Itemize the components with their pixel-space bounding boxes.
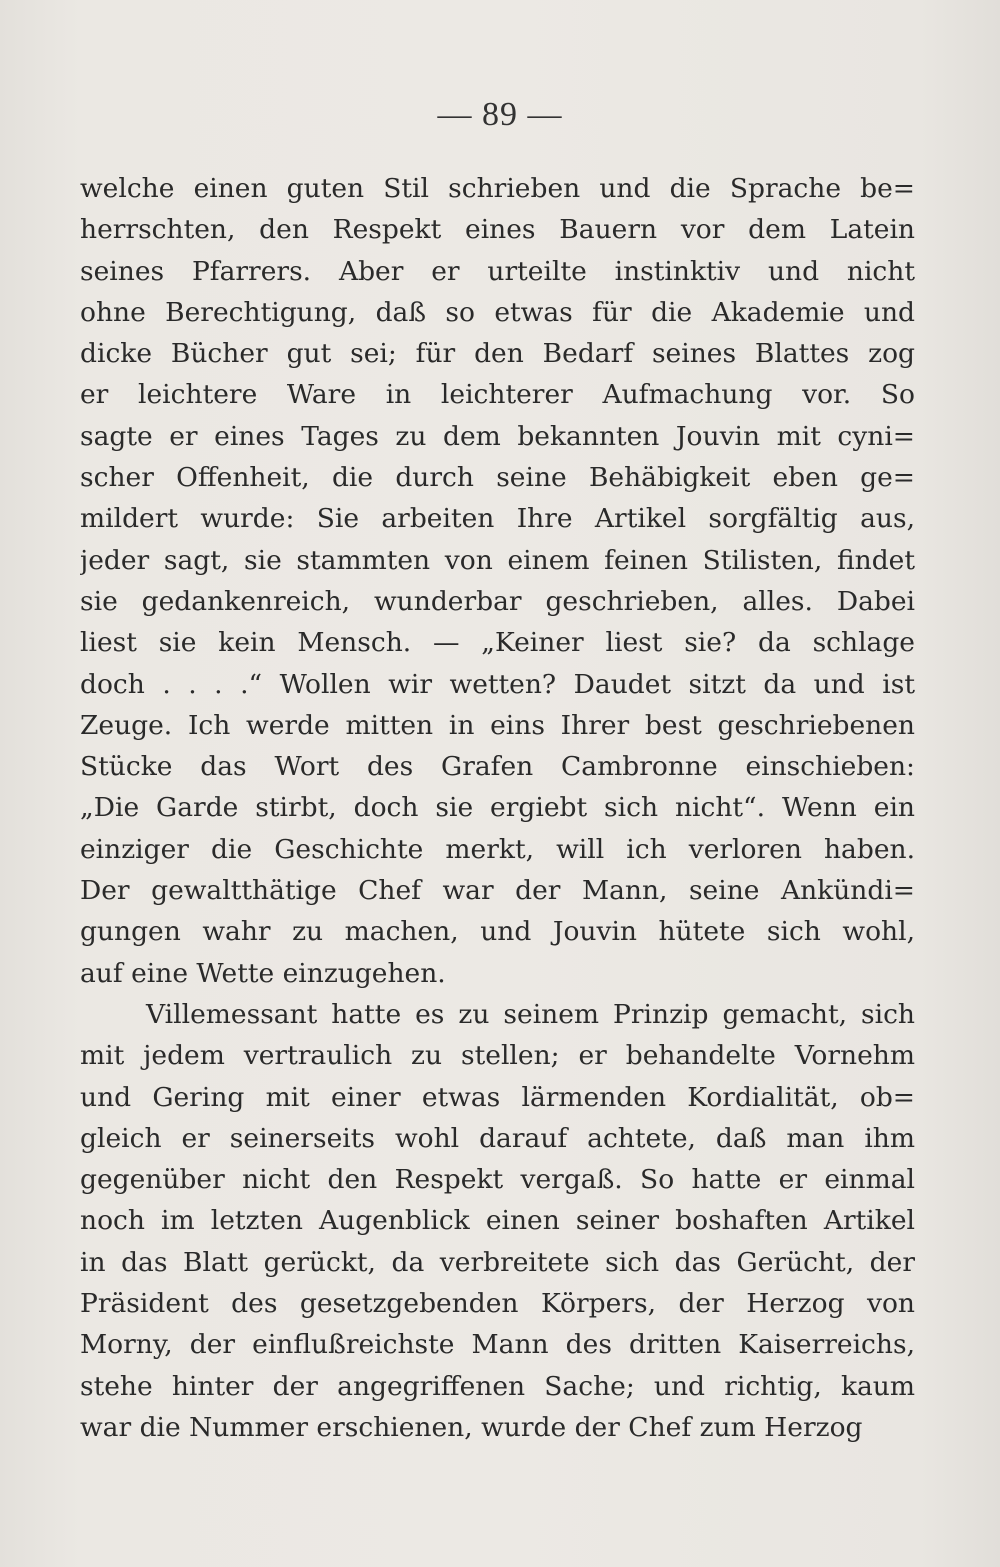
text-line: Der gewaltthätige Chef war der Mann, seine Ankündi=	[80, 875, 915, 907]
text-line: war die Nummer erschienen, wurde der Chef zum Herzog	[80, 1411, 863, 1443]
text-line: Präsident des gesetzgebenden Körpers, der Herzog von	[80, 1288, 915, 1320]
text-line: scher Offenheit, die durch seine Behäbigkeit eben ge=	[80, 462, 915, 494]
text-line: jeder sagt, sie stammten von einem feinen Stilisten, findet	[80, 544, 915, 576]
text-line: mit jedem vertraulich zu stellen; er behandelte Vornehm	[80, 1040, 915, 1072]
text-line: stehe hinter der angegriffenen Sache; und richtig, kaum	[80, 1370, 915, 1402]
text-line: herrschten, den Respekt eines Bauern vor dem Latein	[80, 214, 915, 246]
text-line: gungen wahr zu machen, und Jouvin hütete sich wohl,	[80, 916, 915, 948]
text-line: sagte er eines Tages zu dem bekannten Jouvin mit cyni=	[80, 420, 915, 452]
text-line: noch im letzten Augenblick einen seiner boshaften Artikel	[80, 1205, 915, 1237]
text-line: Villemessant hatte es zu seinem Prinzip gemacht, sich	[146, 998, 915, 1030]
text-line: „Die Garde stirbt, doch sie ergiebt sich nicht“. Wenn ein	[80, 792, 915, 824]
body-text	[80, 168, 915, 1448]
text-line: dicke Bücher gut sei; für den Bedarf seines Blattes zog	[80, 338, 915, 370]
text-line: doch . . . .“ Wollen wir wetten? Daudet sitzt da und ist	[80, 668, 915, 700]
paragraph	[80, 168, 915, 994]
page-number: — 89 —	[437, 96, 563, 133]
text-line: welche einen guten Stil schrieben und die Sprache be=	[80, 173, 915, 204]
text-line: auf eine Wette einzugehen.	[80, 957, 446, 989]
text-line: mildert wurde: Sie arbeiten Ihre Artikel sorgfältig aus,	[80, 503, 915, 535]
text-line: einziger die Geschichte merkt, will ich verloren haben.	[80, 833, 915, 865]
paragraph	[80, 994, 915, 1448]
text-line: gegenüber nicht den Respekt vergaß. So hatte er einmal	[80, 1164, 915, 1196]
text-line: Morny, der einflußreichste Mann des dritten Kaiserreichs,	[80, 1329, 915, 1361]
text-line: gleich er seinerseits wohl darauf achtete, daß man ihm	[80, 1122, 915, 1154]
text-line: seines Pfarrers. Aber er urteilte instinktiv und nicht	[80, 255, 915, 287]
text-line: in das Blatt gerückt, da verbreitete sich das Gerücht, der	[80, 1246, 915, 1278]
text-line: und Gering mit einer etwas lärmenden Kordialität, ob=	[80, 1081, 915, 1113]
text-line: sie gedankenreich, wunderbar geschrieben, alles. Dabei	[80, 585, 915, 617]
text-line: Stücke das Wort des Grafen Cambronne einschieben:	[80, 751, 915, 783]
text-line: liest sie kein Mensch. — „Keiner liest sie? da schlage	[80, 627, 915, 659]
text-line: ohne Berechtigung, daß so etwas für die Akademie und	[80, 296, 915, 328]
text-line: Zeuge. Ich werde mitten in eins Ihrer best geschriebenen	[80, 709, 915, 741]
text-line: er leichtere Ware in leichterer Aufmachung vor. So	[80, 379, 915, 411]
